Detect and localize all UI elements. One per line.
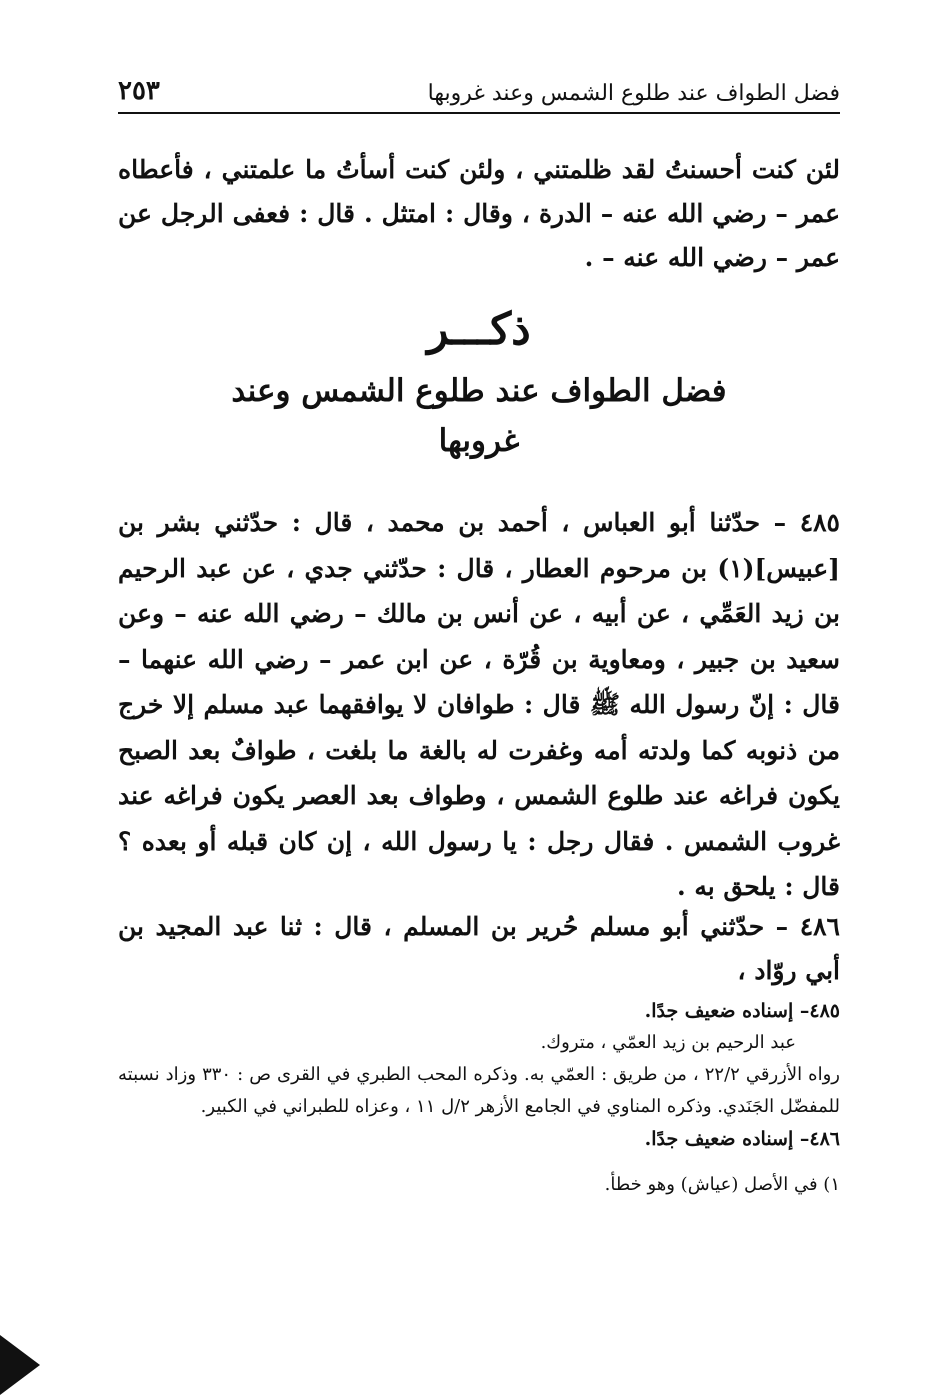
footnote-note-1: ١) في الأصل (عياش) وهو خطأ. [604,1174,840,1195]
page-corner-mark [0,1335,40,1395]
running-title: فضل الطواف عند طلوع الشمس وعند غروبها [427,81,840,106]
hadith-486-text: ٤٨٦ – حدّثني أبو مسلم حُرير بن المسلم ، قال : ثنا عبد المجيد بن أبي روّاد ، [118,912,840,985]
footnote-485-line1: عبد الرحيم بن زيد العمّي ، متروك. [540,1032,796,1053]
footnotes [118,995,840,1201]
footnote-486-heading: ٤٨٦– إسناده ضعيف جدًا. [644,1128,840,1150]
intro-paragraph [118,148,840,280]
dhikr-heading: ذكـــر [427,304,531,355]
intro-text: لئن كنت أحسنتُ لقد ظلمتني ، ولئن كنت أسأتُ ما علمتني ، فأعطاه عمر – رضي الله عنه – الدرة ، وقال : امتثل . قال : فعفى الرجل عن عمر – رضي الله عنه – . [118,155,840,272]
chapter-title: فضل الطواف عند طلوع الشمس وعند غروبها [231,373,727,459]
footnote-485-line2: رواه الأزرقي ٢٢/٢ ، من طريق : العمّي به. وذكره المحب الطبري في القرى ص : ٣٣٠ وزاد نسبته للمفضّل الجَنَدي. وذكره المناوي في الجامع الأزهر ٢/ل ١١ ، وعزاه للطبراني في الكبير. [118,1064,840,1117]
section-heading [118,300,840,466]
hadith-485 [118,500,840,910]
running-header [118,62,840,114]
page-number: ٢٥٣ [118,76,160,106]
hadith-486 [118,905,840,993]
hadith-485-text: ٤٨٥ – حدّثنا أبو العباس ، أحمد بن محمد ، قال : حدّثني بشر بن [عبيس](١) بن مرحوم العطار ، قال : حدّثني جدي ، عن عبد الرحيم بن زيد العَمِّي ، عن أبيه ، عن أنس بن مالك – رضي الله عنه – وعن سعيد بن جبير ، ومعاوية بن قُرّة ، عن ابن عمر – رضي الله عنهما – قال : إنّ رسول الله ﷺ قال : طوافان لا يوافقهما عبد مسلم إلا خرج من ذنوبه كما ولدته أمه وغفرت له بالغة ما بلغت ، طوافٌ بعد الصبح يكون فراغه عند طلوع الشمس ، وطواف بعد العصر يكون فراغه عند غروب الشمس . فقال رجل : يا رسول الله ، إن كان قبله أو بعده ؟ قال : يلحق به . [118,508,840,901]
footnote-485-heading: ٤٨٥– إسناده ضعيف جدًا. [644,1000,840,1022]
